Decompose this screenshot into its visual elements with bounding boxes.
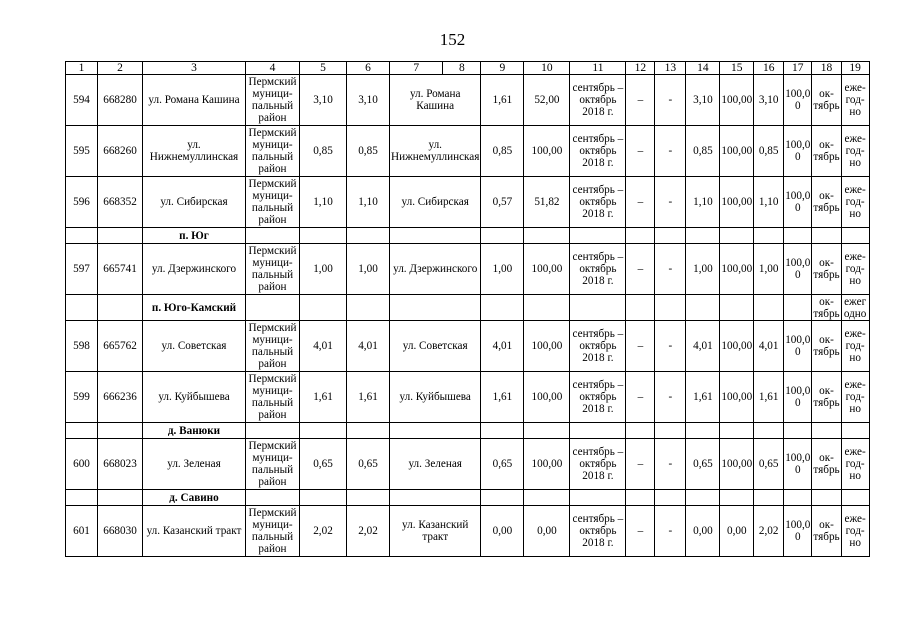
cell-c6: 0,85 [347,126,390,177]
cell-c16: 4,01 [754,321,784,372]
street-name: ул. Зеленая [143,439,246,490]
cell-c19: ежег одно [841,295,869,321]
cell-c6: 4,01 [347,321,390,372]
col-header: 15 [720,62,754,75]
row-number: 601 [66,506,98,557]
cell-c12: – [626,126,655,177]
row-number: 600 [66,439,98,490]
col-header: 17 [784,62,812,75]
street-section: ул. Советская [390,321,481,372]
cell-c15: 100,00 [720,177,754,228]
cell-c10: 52,00 [524,75,570,126]
section-label: п. Юг [143,228,246,244]
col-header: 5 [300,62,347,75]
cell-c18: ок-тябрь [812,321,841,372]
col-header: 16 [754,62,784,75]
street-section: ул. Нижнемуллинская [390,126,481,177]
cell-c15: 0,00 [720,506,754,557]
cell-c6: 1,10 [347,177,390,228]
cell-c12: – [626,506,655,557]
table-row [66,244,870,295]
work-period: сентябрь – октябрь 2018 г. [570,126,626,177]
street-name: ул. Куйбышева [143,372,246,423]
cell-c17: 100,0 0 [784,177,812,228]
cell-c9: 0,85 [481,126,524,177]
cell-c16: 0,65 [754,439,784,490]
road-code: 666236 [98,372,143,423]
cell-c17: 100,0 0 [784,75,812,126]
section-label: д. Ванюки [143,423,246,439]
col-header: 11 [570,62,626,75]
col-header: 19 [841,62,869,75]
cell-c10: 100,00 [524,439,570,490]
cell-c12: – [626,75,655,126]
cell-c13: - [655,177,686,228]
cell-c17: 100,0 0 [784,439,812,490]
cell-c5: 0,65 [300,439,347,490]
col-header: 9 [481,62,524,75]
cell-c14: 0,00 [686,506,720,557]
cell-c16: 1,00 [754,244,784,295]
road-code: 668352 [98,177,143,228]
cell-c5: 2,02 [300,506,347,557]
section-label: п. Юго-Камский [143,295,246,321]
col-header: 7 [390,62,443,75]
cell-c10: 0,00 [524,506,570,557]
header-row [66,62,870,75]
table-row [66,126,870,177]
road-code: 668030 [98,506,143,557]
cell-c18: ок-тябрь [812,75,841,126]
work-period: сентябрь – октябрь 2018 г. [570,244,626,295]
district: Пермский муници-пальный район [246,177,300,228]
cell-c13: - [655,506,686,557]
cell-c15: 100,00 [720,75,754,126]
work-period: сентябрь – октябрь 2018 г. [570,506,626,557]
cell-c15: 100,00 [720,439,754,490]
cell-c10: 100,00 [524,372,570,423]
cell-c9: 0,00 [481,506,524,557]
page-number: 152 [439,30,466,49]
cell-c10: 51,82 [524,177,570,228]
row-number: 594 [66,75,98,126]
cell-c12: – [626,372,655,423]
street-name: ул. Советская [143,321,246,372]
row-number: 598 [66,321,98,372]
cell-c13: - [655,321,686,372]
district: Пермский муници-пальный район [246,321,300,372]
cell-c18: ок-тябрь [812,177,841,228]
cell-c5: 1,00 [300,244,347,295]
cell-c19: еже-год-но [841,372,869,423]
cell-c5: 3,10 [300,75,347,126]
roads-table [65,61,870,557]
cell-c9: 0,65 [481,439,524,490]
col-header: 1 [66,62,98,75]
street-name: ул. Дзержинского [143,244,246,295]
cell-c5: 1,61 [300,372,347,423]
cell-c18: ок-тябрь [812,244,841,295]
cell-c19: еже-год-но [841,439,869,490]
cell-c19: еже-год-но [841,506,869,557]
col-header: 13 [655,62,686,75]
work-period: сентябрь – октябрь 2018 г. [570,321,626,372]
cell-c13: - [655,244,686,295]
cell-c15: 100,00 [720,126,754,177]
cell-c18: ок-тябрь [813,295,840,320]
cell-c10: 100,00 [524,126,570,177]
cell-c16: 3,10 [754,75,784,126]
cell-c16: 2,02 [754,506,784,557]
work-period: сентябрь – октябрь 2018 г. [570,439,626,490]
section-row [66,295,870,321]
district: Пермский муници-пальный район [246,506,300,557]
cell-c6: 1,00 [347,244,390,295]
street-section: ул. Казанский тракт [390,506,481,557]
cell-c14: 0,85 [686,126,720,177]
street-section: ул. Сибирская [390,177,481,228]
cell-c9: 1,61 [481,75,524,126]
cell-c17: 100,0 0 [784,372,812,423]
street-section: ул. Зеленая [390,439,481,490]
table-row [66,321,870,372]
road-code: 665762 [98,321,143,372]
section-row [66,490,870,506]
col-header: 18 [812,62,841,75]
cell-c16: 1,61 [754,372,784,423]
table-row [66,75,870,126]
cell-c13: - [655,126,686,177]
cell-c12: – [626,177,655,228]
street-name: ул. Романа Кашина [143,75,246,126]
cell-c17: 100,0 0 [784,506,812,557]
cell-c19: еже-год-но [841,75,869,126]
cell-c19: еже-год-но [841,126,869,177]
cell-c18: ок-тябрь [812,506,841,557]
col-header: 3 [143,62,246,75]
cell-c19: еже-год-но [841,244,869,295]
cell-c12: – [626,321,655,372]
street-name: ул. Казанский тракт [143,506,246,557]
cell-c15: 100,00 [720,244,754,295]
table-row [66,372,870,423]
cell-c12: – [626,439,655,490]
cell-c19: еже-год-но [841,321,869,372]
work-period: сентябрь – октябрь 2018 г. [570,372,626,423]
cell-c5: 0,85 [300,126,347,177]
col-header: 8 [443,62,481,75]
district: Пермский муници-пальный район [246,126,300,177]
cell-c14: 3,10 [686,75,720,126]
row-number: 595 [66,126,98,177]
row-number: 596 [66,177,98,228]
cell-c16: 1,10 [754,177,784,228]
table-row [66,439,870,490]
cell-c17: 100,0 0 [784,244,812,295]
col-header: 2 [98,62,143,75]
cell-c14: 4,01 [686,321,720,372]
cell-c6: 3,10 [347,75,390,126]
district: Пермский муници-пальный район [246,372,300,423]
road-code: 665741 [98,244,143,295]
cell-c13: - [655,75,686,126]
col-header: 14 [686,62,720,75]
cell-c6: 0,65 [347,439,390,490]
street-section: ул. Куйбышева [390,372,481,423]
cell-c10: 100,00 [524,244,570,295]
cell-c10: 100,00 [524,321,570,372]
section-label: д. Савино [143,490,246,506]
col-header: 12 [626,62,655,75]
col-header: 10 [524,62,570,75]
work-period: сентябрь – октябрь 2018 г. [570,75,626,126]
cell-c14: 0,65 [686,439,720,490]
street-name: ул. Нижнемуллинская [143,126,246,177]
road-code: 668260 [98,126,143,177]
street-name: ул. Сибирская [143,177,246,228]
cell-c12: – [626,244,655,295]
cell-c9: 0,57 [481,177,524,228]
cell-c15: 100,00 [720,321,754,372]
cell-c5: 1,10 [300,177,347,228]
cell-c13: - [655,372,686,423]
cell-c6: 1,61 [347,372,390,423]
cell-c17: 100,0 0 [784,126,812,177]
cell-c14: 1,10 [686,177,720,228]
cell-c16: 0,85 [754,126,784,177]
cell-c17: 100,0 0 [784,321,812,372]
col-header: 6 [347,62,390,75]
cell-c5: 4,01 [300,321,347,372]
cell-c19: еже-год-но [841,177,869,228]
cell-c9: 1,61 [481,372,524,423]
col-header: 4 [246,62,300,75]
table-row [66,506,870,557]
cell-c6: 2,02 [347,506,390,557]
section-row [66,423,870,439]
street-section: ул. Дзержинского [390,244,481,295]
row-number: 599 [66,372,98,423]
cell-c18: ок-тябрь [812,439,841,490]
district: Пермский муници-пальный район [246,75,300,126]
cell-c13: - [655,439,686,490]
cell-c9: 1,00 [481,244,524,295]
road-code: 668280 [98,75,143,126]
street-section: ул. Романа Кашина [390,75,481,126]
cell-c14: 1,00 [686,244,720,295]
cell-c9: 4,01 [481,321,524,372]
district: Пермский муници-пальный район [246,244,300,295]
table-row [66,177,870,228]
road-code: 668023 [98,439,143,490]
cell-c14: 1,61 [686,372,720,423]
cell-c15: 100,00 [720,372,754,423]
work-period: сентябрь – октябрь 2018 г. [570,177,626,228]
cell-c18: ок-тябрь [812,126,841,177]
cell-c18: ок-тябрь [812,372,841,423]
district: Пермский муници-пальный район [246,439,300,490]
section-row [66,228,870,244]
row-number: 597 [66,244,98,295]
